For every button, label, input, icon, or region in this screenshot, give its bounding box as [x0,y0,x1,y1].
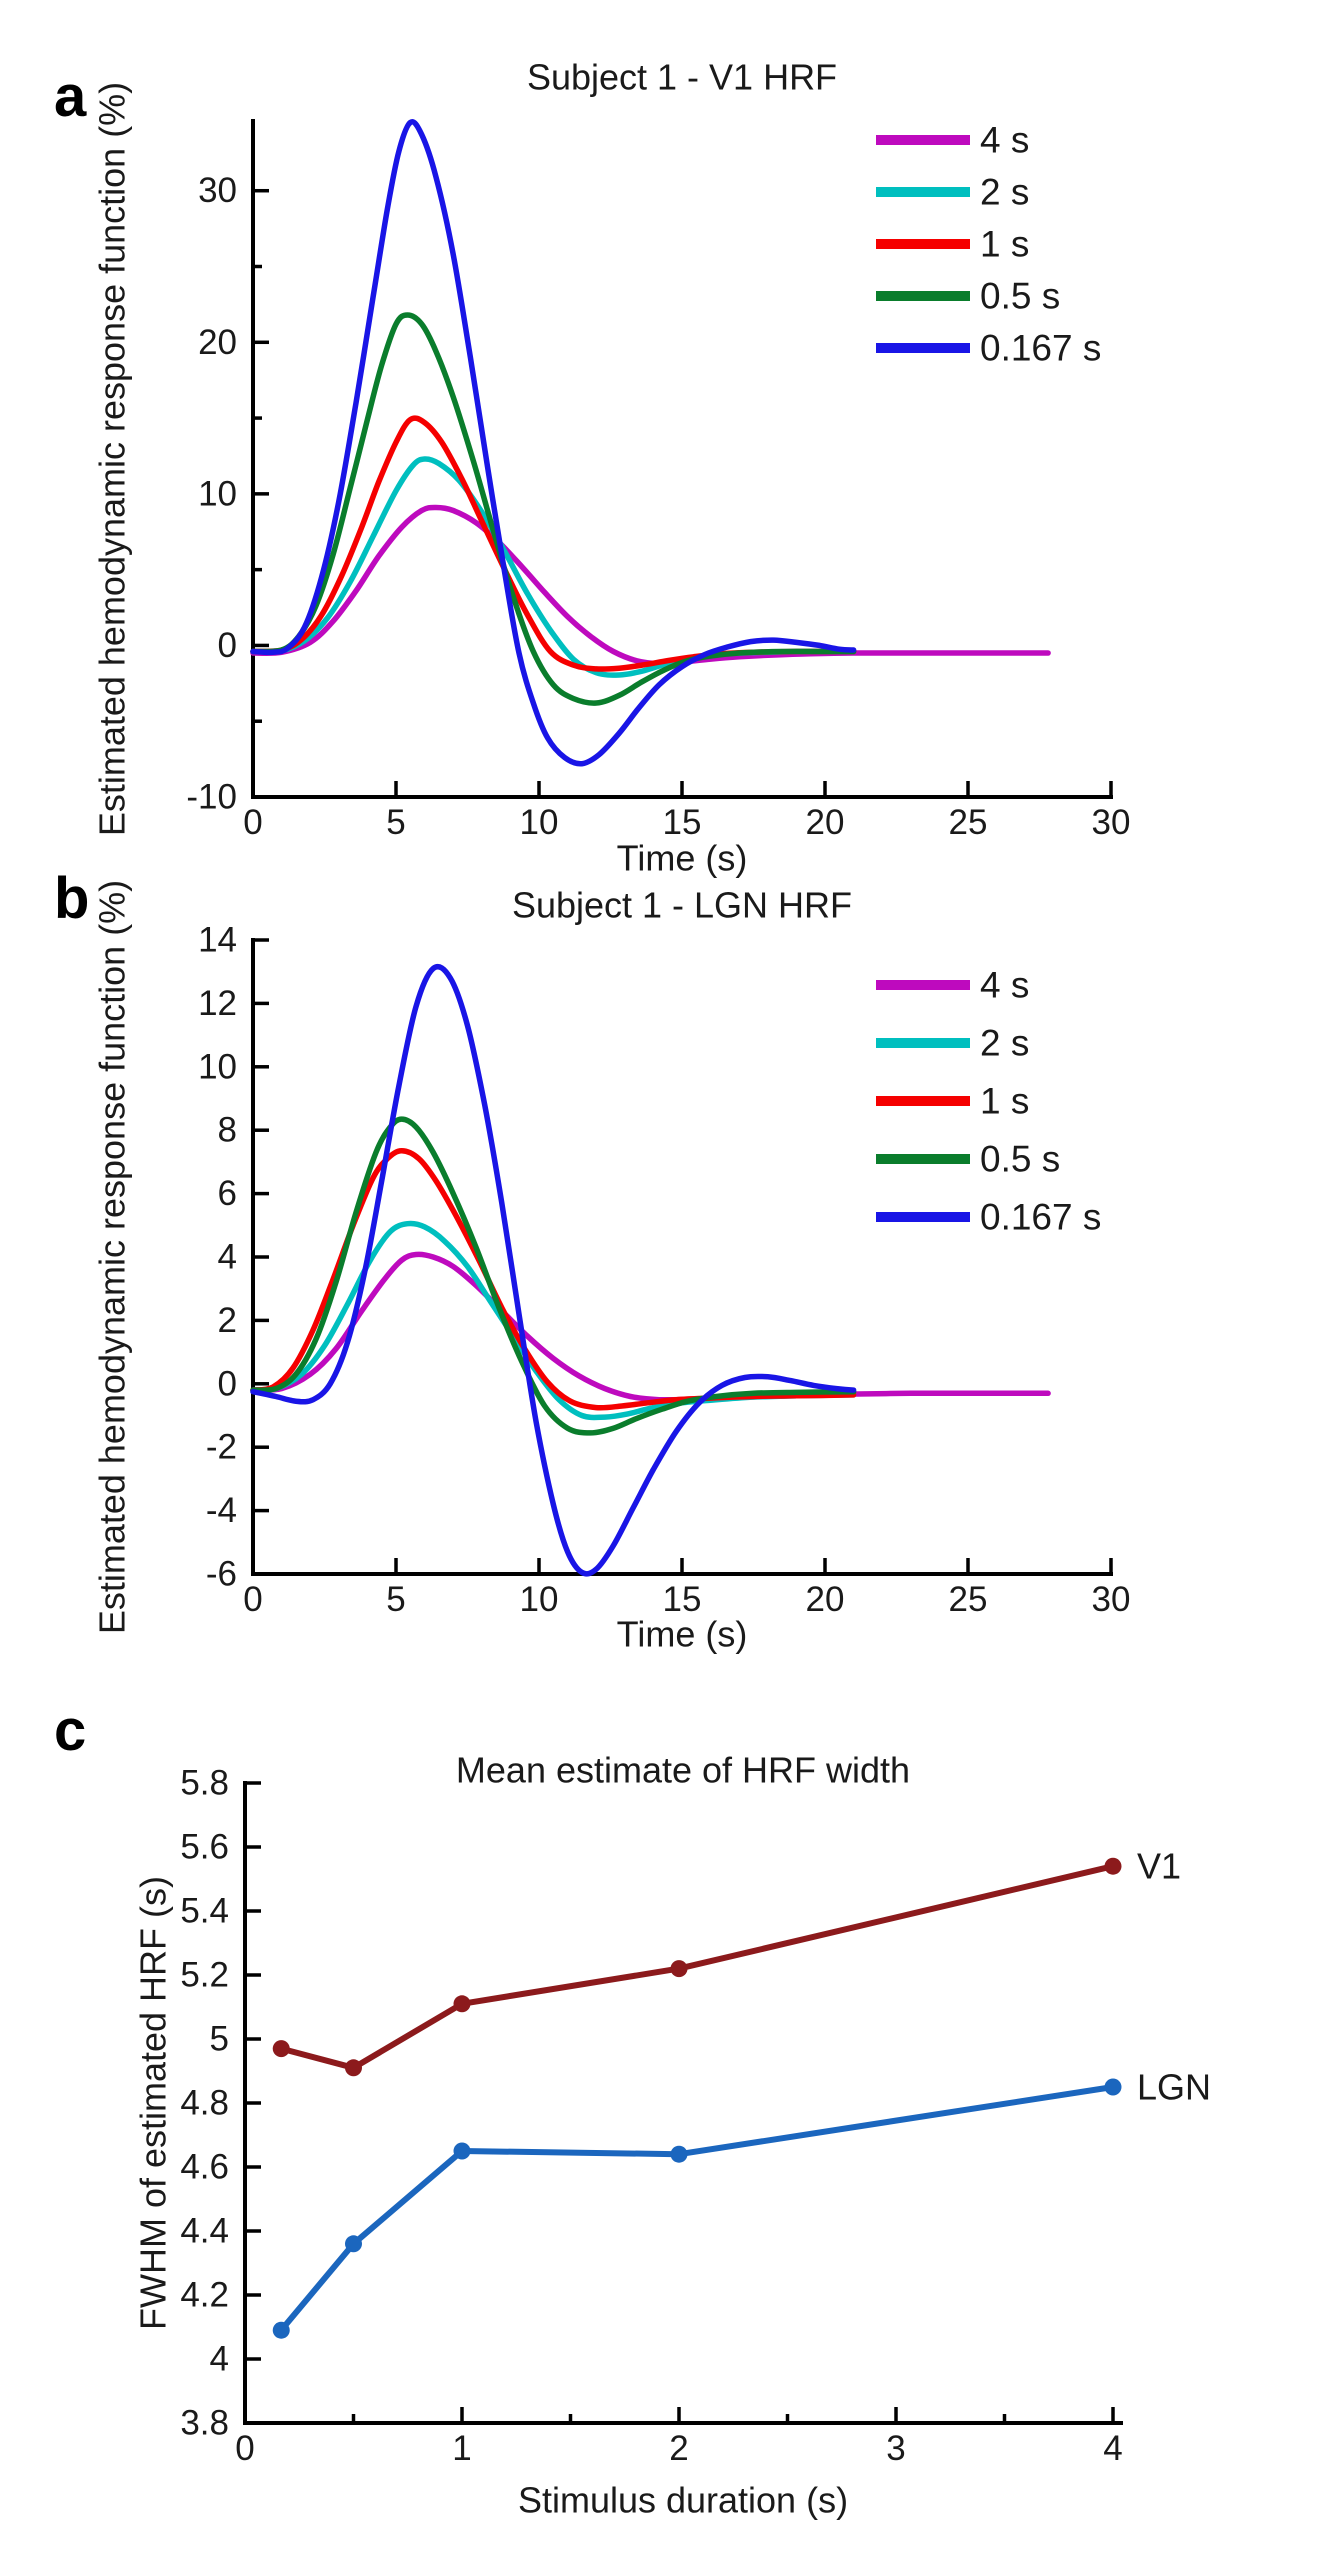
panel-b-title: Subject 1 - LGN HRF [511,884,853,926]
panel-c-marker-LGN [454,2143,471,2160]
panel-c-x-tick-labels [235,2429,1122,2468]
panel-b-y-tick-label: -6 [205,1554,237,1594]
panel-a-axes [253,121,1111,797]
panel-b-series-0167s [253,967,854,1574]
legend-label: 0.167 s [980,327,1102,369]
panel-b-series-1s [253,1151,854,1408]
panel-c-xlabel: Stimulus duration (s) [517,2479,849,2521]
panel-c-x-tick-label: 2 [669,2428,689,2468]
panel-c-axes [245,1783,1121,2423]
panel-c-y-tick-labels [180,1764,229,2443]
panel-a-legend-item-0167s [876,328,1101,369]
panel-b-y-tick-label: 12 [198,983,237,1023]
panel-c-x-tick-label: 3 [886,2428,906,2468]
panel-b-y-tick-label: 14 [198,920,237,960]
panel-b-ylabel: Estimated hemodynamic response function (%) [91,879,133,1635]
panel-a-x-tick-label: 25 [948,802,988,842]
legend-label: 2 s [980,1022,1030,1064]
panel-b [92,880,1131,1655]
panel-a-x-tick-labels [243,803,1130,842]
panel-a-legend-item-2s [876,172,1029,213]
panel-c-y-tick-label: 5.8 [180,1763,229,1803]
panel-c-x-tick-label: 0 [235,2428,255,2468]
panel-c-series [273,1858,1122,2339]
panel-c-y-tick-label: 5 [209,2019,229,2059]
panel-b-x-tick-label: 25 [948,1579,988,1619]
panel-b-x-tick-label: 5 [386,1579,406,1619]
panel-b-xlabel: Time (s) [616,1613,748,1655]
panel-c-marker-LGN [273,2322,290,2339]
panel-c-series-label-V1: V1 [1137,1845,1182,1887]
panel-c-marker-LGN [1105,2079,1122,2096]
panel-a-legend-item-05s [876,276,1060,317]
panel-c-y-tick-label: 4 [209,2339,229,2379]
panel-c-y-tick-label: 3.8 [180,2403,229,2443]
panel-c-marker-V1 [454,1995,471,2012]
panel-c-y-tick-label: 4.2 [180,2275,229,2315]
panel-a-legend-item-4s [876,120,1029,161]
panel-b-y-tick-label: -4 [205,1491,237,1531]
legend-label: 1 s [980,223,1030,265]
panel-c-series-V1 [281,1866,1113,2068]
panel-c-y-tick-label: 5.4 [180,1891,229,1931]
panel-a-letter: a [54,64,87,129]
panel-c-marker-V1 [671,1960,688,1977]
panel-b-y-tick-label: 6 [217,1174,237,1214]
panel-b-y-tick-label: 0 [217,1364,237,1404]
panel-a-y-tick-label: 10 [198,474,237,514]
panel-b-y-tick-label: 2 [217,1300,237,1340]
panel-a [92,57,1131,879]
panel-a-y-tick-label: 20 [198,322,237,362]
panel-a-ylabel: Estimated hemodynamic response function (%) [91,81,133,837]
panel-b-legend-item-05s [876,1139,1060,1180]
panel-c-ticks [245,1783,1113,2423]
panel-a-series [253,119,1048,764]
panel-a-y-tick-label: -10 [186,777,237,817]
panel-c-marker-LGN [671,2146,688,2163]
panel-a-x-tick-label: 15 [662,802,702,842]
panel-a-title: Subject 1 - V1 HRF [526,56,838,98]
panel-b-y-tick-label: 10 [198,1047,237,1087]
panel-c-y-tick-label: 5.6 [180,1827,229,1867]
panel-c-y-tick-label: 5.2 [180,1955,229,1995]
panel-c-marker-V1 [345,2059,362,2076]
panel-a-legend [876,120,1101,369]
legend-label: 0.5 s [980,1138,1061,1180]
panel-c [133,1750,1212,2521]
legend-label: 1 s [980,1080,1030,1122]
panel-b-x-tick-label: 10 [519,1579,559,1619]
panel-b-x-tick-label: 0 [243,1579,263,1619]
legend-label: 4 s [980,964,1030,1006]
panel-a-x-tick-label: 10 [519,802,559,842]
panel-b-legend-item-4s [876,965,1029,1006]
panel-c-series-label-LGN: LGN [1137,2066,1212,2108]
panel-b-y-tick-label: 4 [217,1237,237,1277]
panel-c-y-tick-label: 4.8 [180,2083,229,2123]
panel-b-x-tick-label: 30 [1091,1579,1131,1619]
panel-a-series-05s [253,315,854,703]
panel-a-x-tick-label: 30 [1091,802,1131,842]
panel-b-y-tick-label: 8 [217,1110,237,1150]
panel-b-y-tick-labels [198,921,237,1594]
panel-a-x-tick-label: 0 [243,802,263,842]
panel-b-series [253,964,1048,1574]
panel-a-x-tick-label: 20 [805,802,845,842]
panel-c-y-tick-label: 4.6 [180,2147,229,2187]
panel-b-legend-item-1s [876,1081,1029,1122]
panel-c-ylabel: FWHM of estimated HRF (s) [132,1875,174,2331]
panel-a-y-tick-labels [186,171,237,816]
legend-label: 0.5 s [980,275,1061,317]
panel-c-marker-V1 [273,2040,290,2057]
panel-a-y-tick-label: 30 [198,171,237,211]
panel-b-legend-item-2s [876,1023,1029,1064]
panel-b-y-tick-label: -2 [205,1427,237,1467]
panel-c-x-tick-label: 4 [1103,2428,1123,2468]
panel-c-series-LGN [281,2087,1113,2330]
panel-a-series-0167s [253,122,854,764]
panel-a-legend-item-1s [876,224,1029,265]
panel-c-marker-LGN [345,2235,362,2252]
panel-b-series-4s [253,1254,1048,1399]
panel-b-x-tick-label: 15 [662,1579,702,1619]
legend-label: 0.167 s [980,1196,1102,1238]
panel-c-title: Mean estimate of HRF width [455,1749,911,1791]
legend-label: 4 s [980,119,1030,161]
panel-b-legend-item-0167s [876,1197,1101,1238]
panel-b-x-tick-label: 20 [805,1579,845,1619]
panel-b-legend [876,965,1101,1238]
panel-a-series-4s [253,507,1048,663]
legend-label: 2 s [980,171,1030,213]
panel-a-y-tick-label: 0 [217,625,237,665]
panel-c-x-tick-label: 1 [452,2428,472,2468]
panel-b-letter: b [54,866,90,931]
panel-c-letter: c [54,1698,87,1763]
panel-a-xlabel: Time (s) [616,837,748,879]
panel-c-marker-V1 [1105,1858,1122,1875]
panel-c-y-tick-label: 4.4 [180,2211,229,2251]
panel-a-x-tick-label: 5 [386,802,406,842]
